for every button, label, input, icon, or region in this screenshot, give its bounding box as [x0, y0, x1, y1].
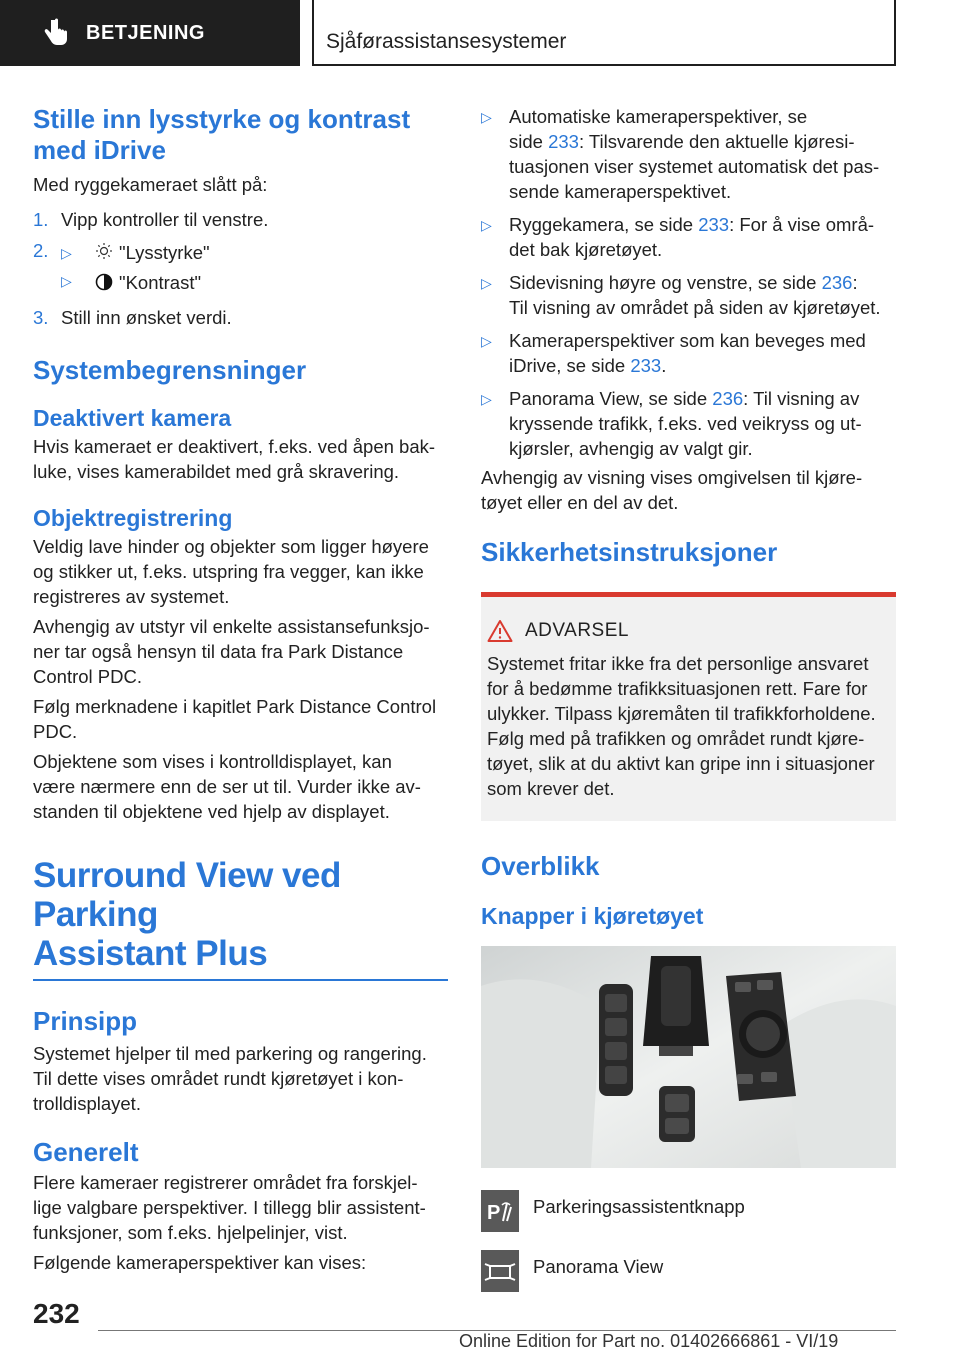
heading-buttons: Knapper i kjøretøyet	[481, 903, 704, 929]
page-link[interactable]: 233	[698, 214, 730, 235]
bullet-auto-perspectives: ▷ Automatiske kameraperspektiver, se side 233: Tilsvarende den aktuelle kjøresi- tuasjonen viser systemet automatisk det pas- sende kameraperspektivet.	[481, 106, 880, 202]
warning-box	[481, 592, 896, 821]
heading-limits: Systembegrensninger	[33, 355, 307, 385]
deactivated-text: Hvis kameraet er deaktivert, f.eks. ved åpen bak- luke, vises kamerabildet med grå skravering.	[33, 436, 436, 482]
heading-safety: Sikkerhetsinstruksjoner	[481, 537, 778, 567]
legend-parking-assist	[481, 1190, 896, 1232]
chapter-header	[312, 0, 896, 66]
page-link[interactable]: 233	[548, 131, 579, 152]
sub-item-brightness: ▷ "Lysstyrke"	[33, 238, 448, 266]
right-column	[481, 104, 896, 1310]
principle-text: Systemet hjelper til med parkering og rangering. Til dette vises området rundt kjøretøyet i kon- trolldisplayet.	[33, 1043, 427, 1114]
legend-label: Panorama View	[533, 1256, 664, 1277]
heading-objects: Objektregistrering	[33, 505, 233, 531]
bullet-rear-camera: ▷ Ryggekamera, se side 233: For å vise områ- det bak kjøretøyet.	[481, 214, 875, 260]
intro-text: Med ryggekameraet slått på:	[33, 174, 268, 195]
objects-para-3: Følg merknadene i kapitlet Park Distance Control PDC.	[33, 696, 437, 742]
contrast-icon	[95, 273, 113, 291]
heading-deactivated: Deaktivert kamera	[33, 405, 232, 431]
center-console-photo	[481, 946, 896, 1168]
heading-brightness: Stille inn lysstyrke og kontrast med iDrive	[33, 104, 411, 165]
warning-text: Systemet fritar ikke fra det personlige ansvaret for å bedømme trafikksituasjonen rett. Fare for ulykker. Tilpass kjøremåten til trafikkforholdene. Følg med på trafikken og området rundt kjøre- tøyet, slik at du aktivt kan gripe inn i situasjoner som krever det.	[487, 653, 876, 799]
chapter-title: Sjåførassistansesystemer	[326, 30, 567, 53]
left-column	[33, 100, 448, 1275]
objects-para-1: Veldig lave hinder og objekter som ligger høyere og stikker ut, f.eks. utspring fra vegger, kan ikke registreres av systemet.	[33, 536, 429, 607]
triangle-bullet-icon: ▷	[481, 275, 492, 291]
legend-label: Parkeringsassistentknapp	[533, 1196, 745, 1217]
bullet-side-view: ▷ Sidevisning høyre og venstre, se side 236: Til visning av området på siden av kjøretøyet.	[481, 272, 881, 318]
svg-text:P: P	[487, 1202, 501, 1224]
heading-principle: Prinsipp	[33, 1006, 138, 1036]
triangle-bullet-icon: ▷	[61, 273, 72, 289]
button-legend	[481, 1190, 896, 1292]
page-link[interactable]: 236	[821, 272, 853, 293]
bullet-movable-perspectives: ▷ Kameraperspektiver som kan beveges med iDrive, se side 233.	[481, 330, 866, 376]
warning-title: ADVARSEL	[525, 620, 629, 641]
heading-general: Generelt	[33, 1137, 139, 1167]
panorama-view-icon	[481, 1250, 519, 1292]
views-intro: Følgende kameraperspektiver kan vises:	[33, 1252, 367, 1273]
bullet-panorama-view: ▷ Panorama View, se side 236: Til visning av kryssende trafikk, f.eks. ved veikryss og ut- kjørsler, avhengig av valgt gir.	[481, 388, 862, 459]
objects-para-2: Avhengig av utstyr vil enkelte assistansefunksjo- ner tar også hensyn til data fra Park Distance Control PDC.	[33, 616, 430, 687]
triangle-bullet-icon: ▷	[481, 217, 492, 233]
page-link[interactable]: 236	[712, 388, 744, 409]
warning-triangle-icon	[487, 619, 513, 643]
page-link[interactable]: 233	[630, 355, 662, 376]
triangle-bullet-icon: ▷	[61, 245, 72, 261]
triangle-bullet-icon: ▷	[481, 391, 492, 407]
section-title: BETJENING	[86, 21, 205, 44]
hand-pointer-icon	[38, 16, 72, 50]
general-text: Flere kameraer registrerer området fra forskjel- lige valgbare perspektiver. I tillegg blir assistent- funksjoner, som f.eks. hjelpelinjer, vist.	[33, 1172, 426, 1243]
legend-panorama-view	[481, 1250, 896, 1292]
edition-info: Online Edition for Part no. 01402666861 - VI/19	[459, 1331, 839, 1351]
step-1: 1. Vipp kontroller til venstre.	[33, 209, 269, 230]
triangle-bullet-icon: ▷	[481, 333, 492, 349]
triangle-bullet-icon: ▷	[481, 109, 492, 125]
heading-overview: Overblikk	[481, 851, 600, 881]
sun-brightness-icon	[95, 242, 113, 260]
heading-divider	[33, 979, 448, 981]
heading-surround-view: Surround View ved Parking Assistant Plus	[33, 856, 341, 973]
parking-assist-icon	[481, 1190, 519, 1232]
section-header	[0, 0, 300, 66]
objects-para-4: Objektene som vises i kontrolldisplayet, kan være nærmere enn de ser ut til. Vurder ikke av- standen til objektene ved hjelp av displayet.	[33, 751, 421, 822]
page-number: 232	[33, 1298, 80, 1329]
sub-item-contrast: ▷ "Kontrast"	[33, 266, 448, 299]
warning-header	[487, 619, 888, 643]
step-2: 2. ▷ "Lysstyrke" ▷ "Kontrast"	[33, 238, 448, 299]
step-3: 3. Still inn ønsket verdi.	[33, 307, 232, 328]
after-bullets-text: Avhengig av visning vises omgivelsen til kjøre- tøyet eller en del av det.	[481, 467, 863, 513]
